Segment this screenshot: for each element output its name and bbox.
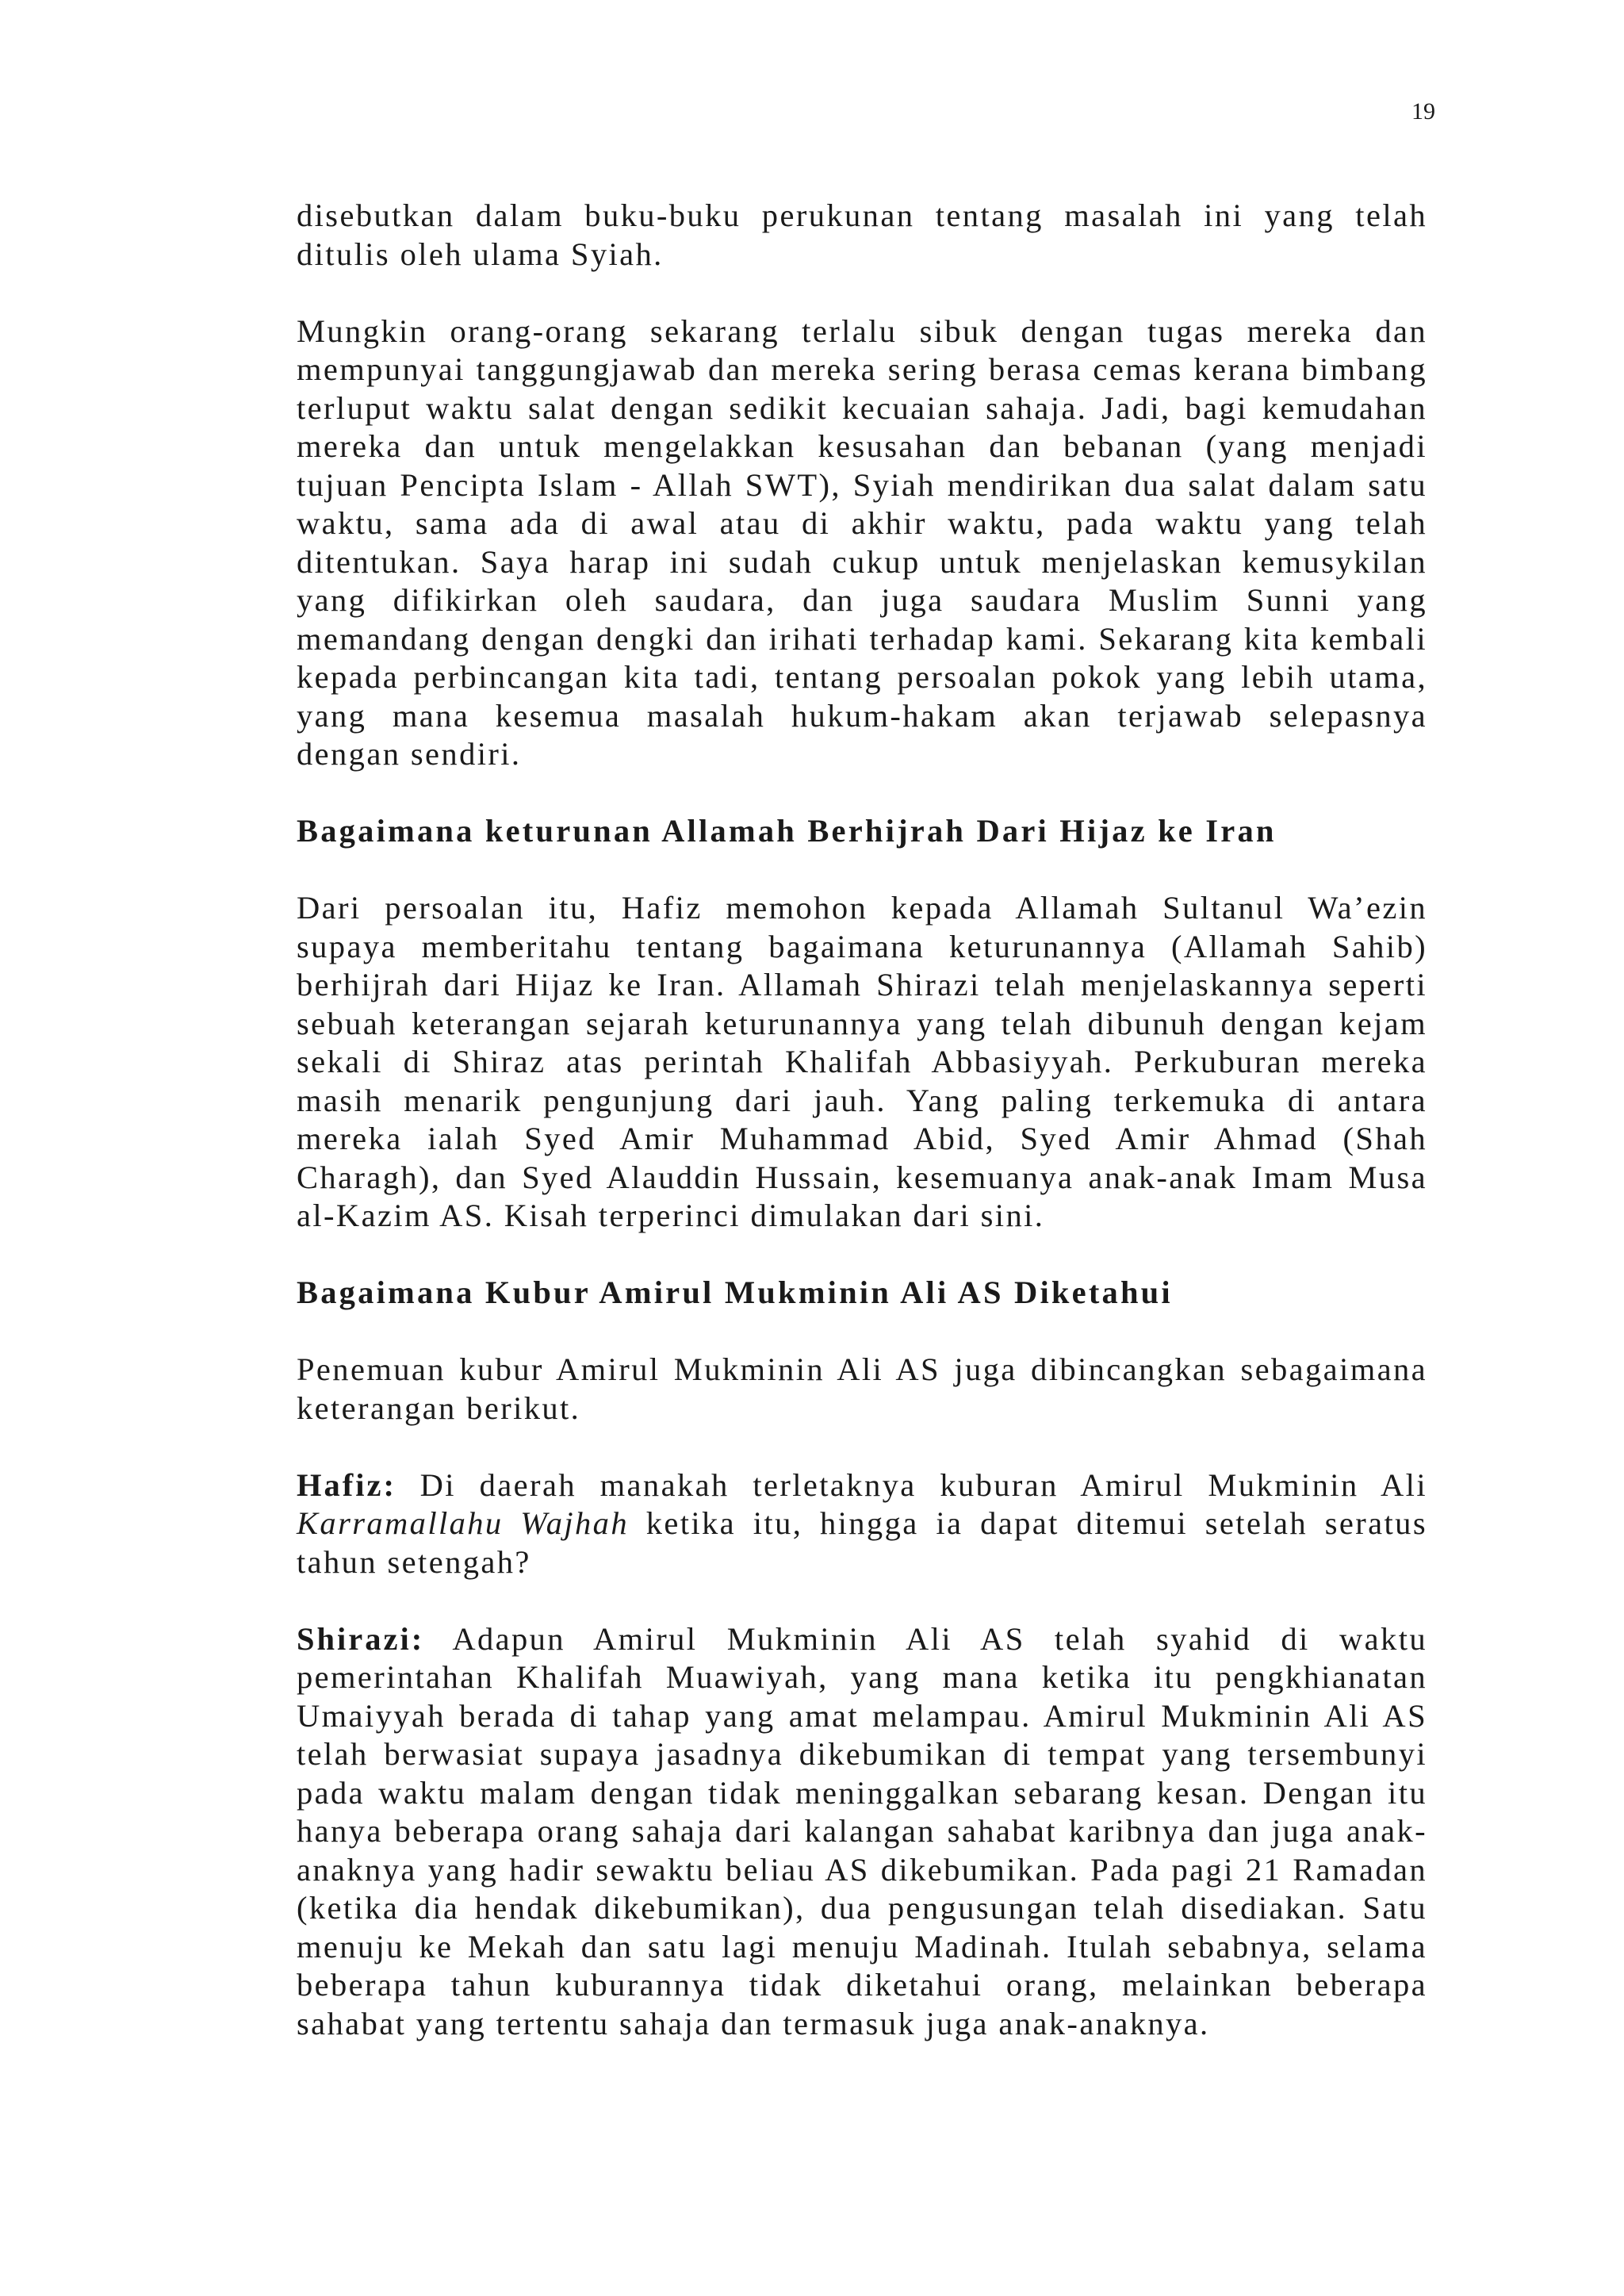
document-body	[297, 197, 1427, 2082]
dialogue-text: Adapun Amirul Mukminin Ali AS telah syahid di waktu pemerintahan Khalifah Muawiyah, yang mana ketika itu pengkhianatan Umaiyyah berada di tahap yang amat melampau. Amirul Mukminin Ali AS telah berwasiat supaya jasadnya dikebumikan di tempat yang tersembunyi pada waktu malam dengan tidak meninggalkan sebarang kesan. Dengan itu hanya beberapa orang sahaja dari kalangan sahabat karibnya dan juga anak-anaknya yang hadir sewaktu beliau AS dikebumikan. Pada pagi 21 Ramadan (ketika dia hendak dikebumikan), dua pengusungan telah disediakan. Satu menuju ke Mekah dan satu lagi menuju Madinah. Itulah sebabnya, selama beberapa tahun kuburannya tidak diketahui orang, melainkan beberapa sahabat yang tertentu sahaja dan termasuk juga anak-anaknya.	[297, 1620, 1427, 2041]
dialogue-hafiz	[297, 1466, 1427, 1582]
paragraph-migration-history: Dari persoalan itu, Hafiz memohon kepada Allamah Sultanul Wa’ezin supaya memberitahu tentang bagaimana keturunannya (Allamah Sahib) berhijrah dari Hijaz ke Iran. Allamah Shirazi telah menjelaskannya seperti sebuah keterangan sejarah keturunannya yang telah dibunuh dengan kejam sekali di Shiraz atas perintah Khalifah Abbasiyyah. Perkuburan mereka masih menarik pengunjung dari jauh. Yang paling terkemuka di antara mereka ialah Syed Amir Muhammad Abid, Syed Amir Ahmad (Shah Charagh), dan Syed Alauddin Hussain, kesemuanya anak-anak Imam Musa al-Kazim AS. Kisah terperinci dimulakan dari sini.	[297, 890, 1427, 1233]
paragraph-continuation: disebutkan dalam buku-buku perukunan tentang masalah ini yang telah ditulis oleh ulama Syiah.	[297, 197, 1427, 272]
section-heading-migration: Bagaimana keturunan Allamah Berhijrah Dari Hijaz ke Iran	[297, 813, 1277, 849]
speaker-label: Hafiz:	[297, 1466, 396, 1503]
paragraph-shia-prayer-explanation: Mungkin orang-orang sekarang terlalu sibuk dengan tugas mereka dan mempunyai tanggungjawab dan mereka sering berasa cemas kerana bimbang terluput waktu salat dengan sedikit kecuaian sahaja. Jadi, bagi kemudahan mereka dan untuk mengelakkan kesusahan dan bebanan (yang menjadi tujuan Pencipta Islam - Allah SWT), Syiah mendirikan dua salat dalam satu waktu, sama ada di awal atau di akhir waktu, pada waktu yang telah ditentukan. Saya harap ini sudah cukup untuk menjelaskan kemusykilan yang difikirkan oleh saudara, dan juga saudara Muslim Sunni yang memandang dengan dengki dan irihati terhadap kami. Sekarang kita kembali kepada perbincangan kita tadi, tentang persoalan pokok yang lebih utama, yang mana kesemua masalah hukum-hakam akan terjawab selepasnya dengan sendiri.	[297, 312, 1427, 772]
speaker-label: Shirazi:	[297, 1620, 425, 1657]
italic-phrase: Karramallahu Wajhah	[297, 1505, 629, 1541]
dialogue-text: Di daerah manakah terletaknya kuburan Amirul Mukminin Ali	[396, 1466, 1427, 1503]
section-heading-tomb: Bagaimana Kubur Amirul Mukminin Ali AS Diketahui	[297, 1274, 1173, 1310]
dialogue-text: ketika itu, hingga ia dapat ditemui setelah seratus tahun setengah?	[297, 1505, 1427, 1580]
paragraph-tomb-intro: Penemuan kubur Amirul Mukminin Ali AS juga dibincangkan sebagaimana keterangan berikut.	[297, 1351, 1427, 1426]
page-number: 19	[1411, 98, 1435, 125]
dialogue-shirazi	[297, 1620, 1427, 2044]
